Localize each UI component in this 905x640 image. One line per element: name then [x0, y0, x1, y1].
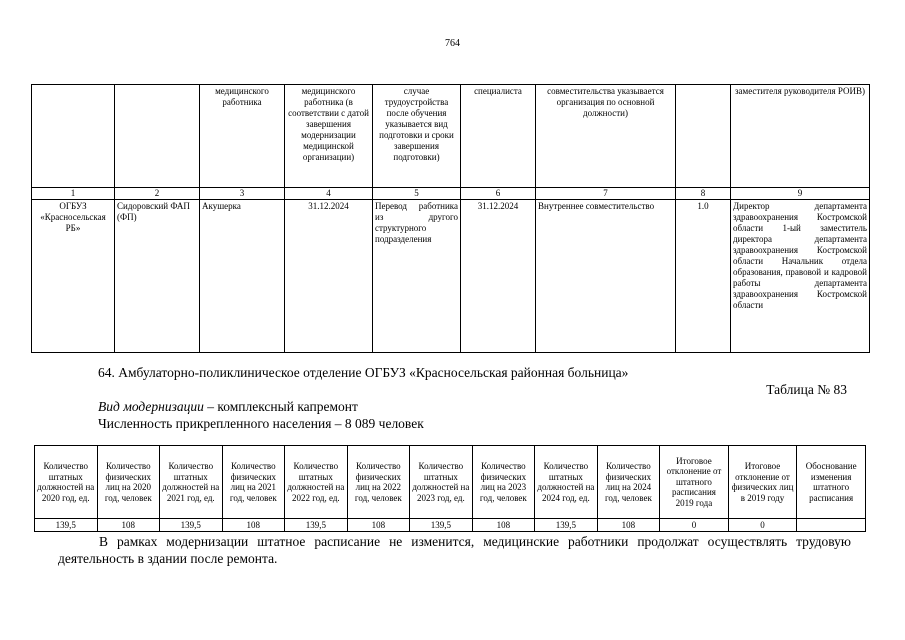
column-number: 1	[32, 188, 115, 200]
header-cell: совместительства указывается организация по основной должности)	[536, 85, 676, 188]
header-cell: Обоснование изменения штатного расписания	[797, 446, 866, 519]
value-cell: 0	[660, 519, 729, 532]
table-header-row	[32, 85, 870, 188]
header-cell	[115, 85, 200, 188]
employment-cell: Внутреннее совместительство	[536, 200, 676, 353]
header-cell: специалиста	[461, 85, 536, 188]
modernization-type	[98, 399, 358, 415]
method-cell: Перевод работника из другого структурного подразделения	[373, 200, 461, 353]
date-cell: 31.12.2024	[285, 200, 373, 353]
table-number: Таблица № 83	[766, 382, 847, 397]
value-cell: 139,5	[410, 519, 473, 532]
value-cell: 139,5	[35, 519, 98, 532]
modernization-label: Вид модернизации	[98, 399, 204, 414]
column-number: 9	[731, 188, 870, 200]
section-title: 64. Амбулаторно-поликлиническое отделение ОГБУЗ «Красносельская районная больница»	[98, 365, 629, 380]
header-cell: Количество штатных должностей на 2023 год, ед.	[410, 446, 473, 519]
header-cell	[32, 85, 115, 188]
staff-table	[31, 84, 870, 353]
header-cell: Количество физических лиц на 2023 год, человек	[472, 446, 535, 519]
body-paragraph: В рамках модернизации штатное расписание не изменится, медицинские работники продолжат осуществлять трудовую деятельность в здании после ремонта.	[58, 534, 851, 566]
header-cell: Количество физических лиц на 2021 год, человек	[222, 446, 285, 519]
header-cell: Итоговое отклонение от физических лиц в 2019 году	[728, 446, 797, 519]
column-number-row	[32, 188, 870, 200]
value-cell: 108	[97, 519, 160, 532]
page-number: 764	[445, 38, 460, 49]
column-number: 5	[373, 188, 461, 200]
value-cell: 108	[472, 519, 535, 532]
unit-cell: Сидоровский ФАП (ФП)	[115, 200, 200, 353]
header-cell: Количество штатных должностей на 2021 год, ед.	[160, 446, 223, 519]
header-cell: Количество штатных должностей на 2020 год, ед.	[35, 446, 98, 519]
column-number: 6	[461, 188, 536, 200]
column-number: 4	[285, 188, 373, 200]
organization-cell: ОГБУЗ «Красносельская РБ»	[32, 200, 115, 353]
column-number: 2	[115, 188, 200, 200]
responsible-cell: Директор департамента здравоохранения Костромской области 1-ый заместитель директора департамента здравоохранения Костромской области Начальник отдела образования, правовой и кадровой работы департамента здравоохранения Костромской области	[731, 200, 870, 353]
header-cell: медицинского работника (в соответствии с датой завершения модернизации медицинской организации)	[285, 85, 373, 188]
rate-cell: 1.0	[676, 200, 731, 353]
position-cell: Акушерка	[200, 200, 285, 353]
header-cell: Количество физических лиц на 2022 год, человек	[347, 446, 410, 519]
header-cell: медицинского работника	[200, 85, 285, 188]
value-cell: 139,5	[535, 519, 598, 532]
header-cell: Итоговое отклонение от штатного расписания 2019 года	[660, 446, 729, 519]
header-cell: Количество физических лиц на 2020 год, человек	[97, 446, 160, 519]
staffing-table	[34, 445, 866, 532]
column-number: 8	[676, 188, 731, 200]
modernization-value: – комплексный капремонт	[203, 399, 358, 414]
table-row	[32, 200, 870, 353]
column-number: 7	[536, 188, 676, 200]
value-cell: 139,5	[160, 519, 223, 532]
header-cell: заместителя руководителя РОИВ)	[731, 85, 870, 188]
header-cell: случае трудоустройства после обучения указывается вид подготовки и сроки завершения подготовки)	[373, 85, 461, 188]
value-cell: 108	[347, 519, 410, 532]
value-cell: 108	[222, 519, 285, 532]
header-cell	[676, 85, 731, 188]
header-cell: Количество физических лиц на 2024 год, человек	[597, 446, 660, 519]
value-cell: 139,5	[285, 519, 348, 532]
date-cell: 31.12.2024	[461, 200, 536, 353]
header-cell: Количество штатных должностей на 2024 год, ед.	[535, 446, 598, 519]
table-header-row	[35, 446, 866, 519]
value-cell	[797, 519, 866, 532]
table-row	[35, 519, 866, 532]
population: Численность прикрепленного населения – 8 089 человек	[98, 416, 424, 431]
value-cell: 108	[597, 519, 660, 532]
value-cell: 0	[728, 519, 797, 532]
column-number: 3	[200, 188, 285, 200]
header-cell: Количество штатных должностей на 2022 год, ед.	[285, 446, 348, 519]
